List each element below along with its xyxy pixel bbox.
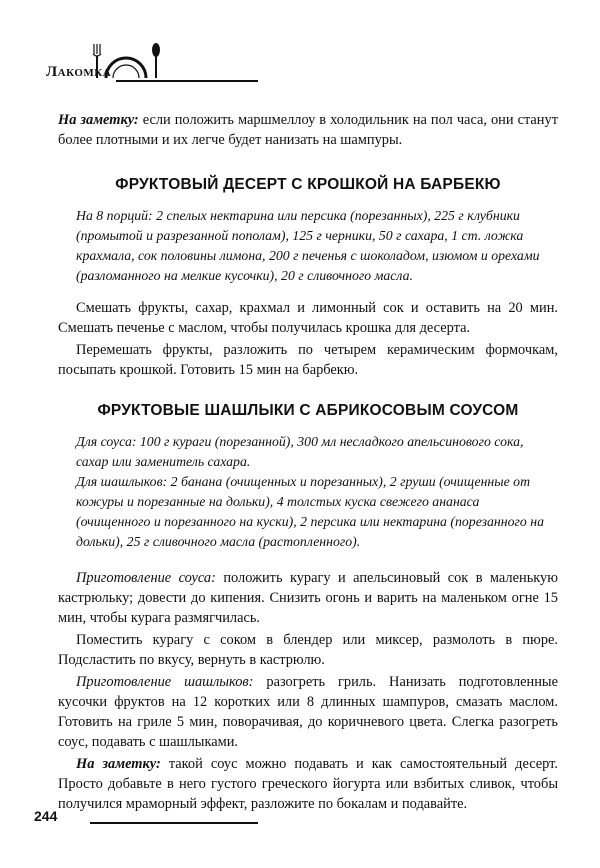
recipe2-step-1-text: положить курагу и апельсиновый сок в маленькую кастрюльку; довести до кипения. Снизить огонь и варить на маленьком огне 15 мин, чтобы курага размягчилась. [58, 570, 558, 626]
footer-rule [90, 822, 258, 824]
recipe2-ingredients-kebab: Для шашлыков: 2 банана (очищенных и порезанных), 2 груши (очищенные от кожуры и порезанные на дольки), 4 толстых куска свежего ананаса (очищенного и порезанного на куски), 2 персика или нектарина (порезанного на дольки), 25 г сливочного масла (растопленного). [76, 474, 544, 549]
recipe2-step-3-text: разогреть гриль. Нанизать подготовленные кусочки фруктов на 12 коротких или 8 длинных шампуров, смазать маслом. Готовить на гриле 5 мин, поворачивая, до коричневого цвета. Слегка разогреть соус, подавать с шашлыками. [58, 674, 558, 750]
header-rule [116, 80, 258, 82]
recipe1-steps [58, 298, 558, 382]
recipe2-step-1-label: Приготовление соуса: [76, 570, 216, 586]
recipe2-steps [58, 568, 558, 816]
header-brand: Лакомка [46, 64, 112, 80]
recipe2-step-3-label: Приготовление шашлыков: [76, 674, 254, 690]
recipe2-ingredients [76, 432, 556, 552]
recipe1-ingredients [76, 206, 556, 286]
note-marshmallow [58, 110, 558, 150]
recipe2-note-label: На заметку: [76, 756, 161, 772]
recipe1-step-2: Перемешать фрукты, разложить по четырем керамическим формочкам, посыпать крошкой. Готовить 15 мин на барбекю. [58, 342, 558, 378]
page-number: 244 [34, 808, 58, 824]
recipe2-ingredients-sauce: Для соуса: 100 г кураги (порезанной), 300 мл несладкого апельсинового сока, сахар или заменитель сахара. [76, 434, 524, 469]
recipe1-ingredients-text: На 8 порций: 2 спелых нектарина или персика (порезанных), 225 г клубники (промытой и разрезанной пополам), 125 г черники, 50 г сахара, 1 ст. ложка крахмала, сок половины лимона, 200 г печенья с шоколадом, изюмом и орехами (разломанного на мелкие кусочки), 20 г сливочного масла. [76, 208, 540, 283]
recipe1-title: ФРУКТОВЫЙ ДЕСЕРТ С КРОШКОЙ НА БАРБЕКЮ [115, 176, 501, 193]
recipe1-step-1: Смешать фрукты, сахар, крахмал и лимонный сок и оставить на 20 мин. Смешать печенье с маслом, чтобы получилась крошка для десерта. [58, 300, 558, 336]
recipe2-step-3 [58, 672, 558, 752]
recipe2-step-2: Поместить курагу с соком в блендер или миксер, размолоть в пюре. Подсластить по вкусу, вернуть в кастрюлю. [58, 632, 558, 668]
recipe2-note [58, 754, 558, 814]
recipe2-note-text: такой соус можно подавать и как самостоятельный десерт. Просто добавьте в него густого греческого йогурта или взбитых сливок, чтобы получился мраморный эффект, разложите по бокалам и подавайте. [58, 756, 558, 812]
note-text: если положить маршмеллоу в холодильник на пол часа, они станут более плотными и их легче будет нанизать на шампуры. [58, 112, 558, 148]
page-footer [34, 808, 264, 828]
running-header [38, 38, 218, 86]
recipe2-step-1 [58, 568, 558, 628]
note-label: На заметку: [58, 112, 139, 128]
recipe2-title: ФРУКТОВЫЕ ШАШЛЫКИ С АБРИКОСОВЫМ СОУСОМ [97, 402, 519, 419]
